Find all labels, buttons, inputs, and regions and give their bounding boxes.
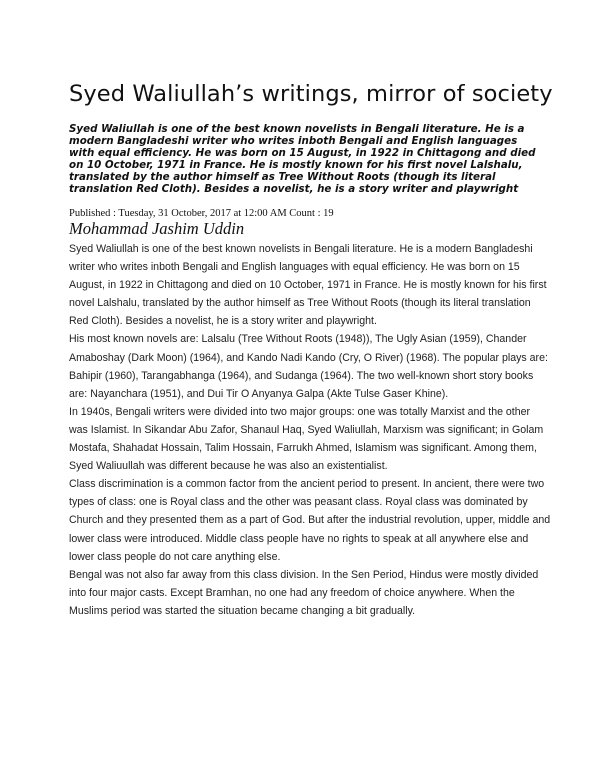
publish-meta: Published : Tuesday, 31 October, 2017 at 12:00 AM Count : 19 xyxy=(69,208,334,219)
body-paragraph: Syed Waliullah is one of the best known novelists in Bengali literature. He is a modern Bangladeshi writer who writes inboth Bengali and English languages with equal efficiency. He was born on 15 August, in 1922 in Chittagong and died on 10 October, 1971 in France. He is mostly known for his first novel Lalshalu, translated by the author himself as Tree Without Roots (though its literal translation Red Cloth). Besides a novelist, he is a story writer and playwright. xyxy=(69,243,547,328)
body-paragraph: Bengal was not also far away from this class division. In the Sen Period, Hindus were mostly divided into four major casts. Except Bramhan, no one had any freedom of choice anywhere. When the Muslims period was started the situation became changing a bit gradually. xyxy=(69,568,539,617)
article-body xyxy=(69,240,551,620)
body-paragraph: In 1940s, Bengali writers were divided into two major groups: one was totally Marxist and the other was Islamist. In Sikandar Abu Zafor, Shanaul Haq, Syed Waliullah, Marxism was significant; in Golam Mostafa, Shahadat Hossain, Talim Hossain, Farrukh Ahmed, Islamism was significant. Among them, Syed Waliuullah was different because he was also an existentialist. xyxy=(69,405,544,473)
article-lead: Syed Waliullah is one of the best known novelists in Bengali literature. He is a modern Bangladeshi writer who writes inboth Bengali and English languages with equal efficiency. He was born on 15 August, in 1922 in Chittagong and died on 10 October, 1971 in France. He is mostly known for his first novel Lalshalu, translated by the author himself as Tree Without Roots (though its literal translation Red Cloth). Besides a novelist, he is a story writer and playwright xyxy=(69,123,536,195)
author-name: Mohammad Jashim Uddin xyxy=(69,219,245,238)
body-paragraph: His most known novels are: Lalsalu (Tree Without Roots (1948)), The Ugly Asian (1959), Chander Amaboshay (Dark Moon) (1964), and Kando Nadi Kando (Cry, O River) (1968). The popular plays are: Bahipir (1960), Tarangabhanga (1964), and Sudanga (1964). The two well-known short story books are: Nayanchara (1951), and Dui Tir O Anyanya Galpa (Akte Tulse Gaser Khine). xyxy=(69,333,548,400)
article-title: Syed Waliullah’s writings, mirror of society xyxy=(69,81,553,108)
body-paragraph: Class discrimination is a common factor from the ancient period to present. In ancient, there were two types of class: one is Royal class and the other was peasant class. Royal class was dominated by Church and they presented them as a part of God. But after the industrial revolution, upper, middle and lower class were introduced. Middle class people have no rights to speak at all anywhere else and lower class people do not care anything else. xyxy=(69,478,551,563)
